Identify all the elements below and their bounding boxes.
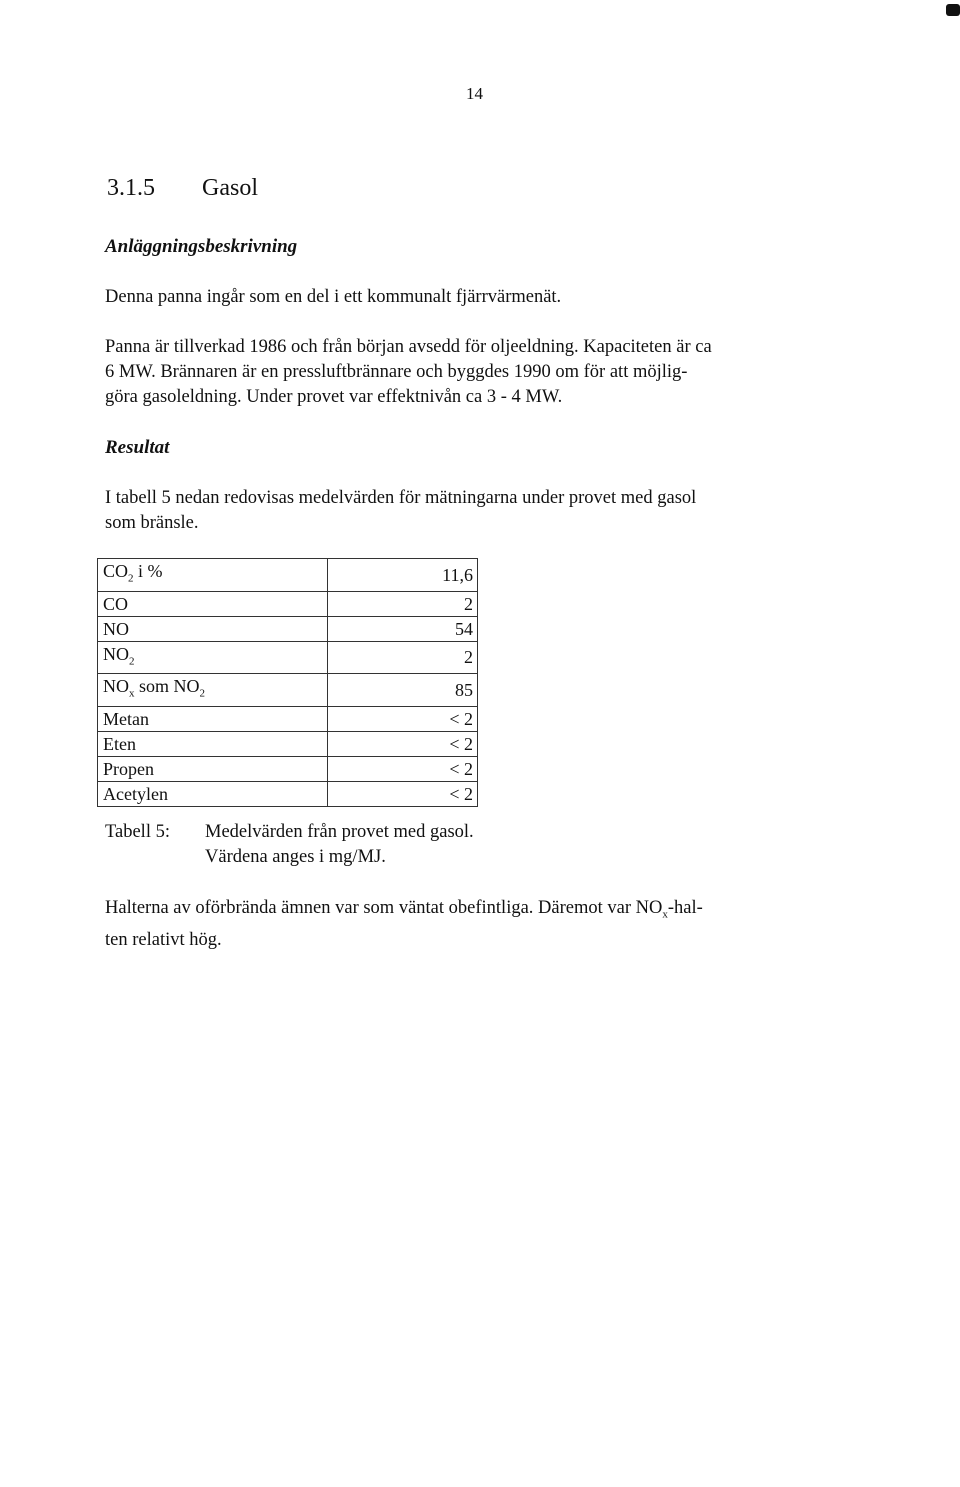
table-cell-value: 85 — [328, 674, 478, 707]
parameter-name: NO — [103, 676, 129, 697]
table-cell-parameter — [98, 756, 328, 781]
subscript: 2 — [199, 687, 206, 700]
parameter-name: NO — [103, 618, 129, 639]
paragraph-line: 6 MW. Brännaren är en pressluftbrännare och byggdes 1990 om för att möjlig- — [105, 362, 688, 382]
subscript: x — [662, 908, 668, 921]
table-cell-parameter — [98, 706, 328, 731]
subheading-results: Resultat — [105, 437, 170, 458]
table-caption — [105, 820, 474, 870]
paragraph-conclusion — [105, 896, 825, 953]
paragraph-text: Halterna av oförbrända ämnen var som väntat obefintliga. Däremot var NO — [105, 898, 663, 918]
parameter-name: CO — [103, 561, 129, 581]
table-row — [98, 756, 478, 781]
table-row — [98, 731, 478, 756]
table-row — [98, 641, 478, 674]
section-heading — [107, 175, 258, 202]
parameter-name: Eten — [103, 733, 136, 754]
table-cell-parameter — [98, 559, 328, 592]
subscript: x — [129, 687, 135, 700]
scan-artifact — [946, 4, 960, 16]
paragraph-line: Panna är tillverkad 1986 och från början avsedd för oljeeldning. Kapaciteten är ca — [105, 337, 712, 357]
table-cell-parameter — [98, 591, 328, 616]
parameter-name: CO — [103, 593, 129, 614]
subscript: 2 — [128, 572, 134, 585]
table-cell-parameter — [98, 674, 328, 707]
table-cell-value: < 2 — [328, 781, 478, 806]
table-cell-value: 2 — [328, 591, 478, 616]
paragraph-text: -hal- — [667, 898, 703, 918]
paragraph-line: göra gasoleldning. Under provet var effektnivån ca 3 - 4 MW. — [105, 387, 563, 407]
parameter-name-rest: som NO — [134, 676, 200, 697]
caption-line: Värdena anges i mg/MJ. — [205, 847, 386, 867]
paragraph-line: ten relativt hög. — [105, 929, 222, 950]
table-row — [98, 559, 478, 592]
table-cell-value: 54 — [328, 616, 478, 641]
table-cell-parameter — [98, 731, 328, 756]
table-row — [98, 616, 478, 641]
paragraph-facility — [105, 335, 825, 410]
table-row — [98, 781, 478, 806]
table-cell-value: 11,6 — [328, 559, 478, 592]
paragraph-line: som bränsle. — [105, 513, 199, 533]
table-cell-value: < 2 — [328, 731, 478, 756]
subscript: 2 — [129, 655, 135, 668]
paragraph-results — [105, 486, 825, 536]
table-row — [98, 706, 478, 731]
table-row — [98, 591, 478, 616]
parameter-name: Propen — [103, 758, 154, 779]
table-cell-value: < 2 — [328, 706, 478, 731]
section-number: 3.1.5 — [107, 175, 155, 201]
parameter-name: Acetylen — [103, 783, 168, 804]
measurement-table — [97, 558, 478, 807]
caption-line: Medelvärden från provet med gasol. — [205, 822, 474, 842]
page-number: 14 — [466, 84, 483, 103]
table-cell-parameter — [98, 616, 328, 641]
table-cell-value: 2 — [328, 641, 478, 674]
parameter-name-rest: i % — [133, 561, 163, 581]
paragraph-line: I tabell 5 nedan redovisas medelvärden för mätningarna under provet med gasol — [105, 488, 697, 508]
table-cell-parameter — [98, 641, 328, 674]
paragraph-intro: Denna panna ingår som en del i ett kommunalt fjärrvärmenät. — [105, 287, 562, 307]
table-cell-parameter — [98, 781, 328, 806]
parameter-name: NO — [103, 643, 129, 664]
caption-label: Tabell 5: — [105, 822, 170, 842]
table-cell-value: < 2 — [328, 756, 478, 781]
subheading-description: Anläggningsbeskrivning — [105, 236, 298, 257]
parameter-name: Metan — [103, 708, 149, 729]
table-row — [98, 674, 478, 707]
section-title: Gasol — [202, 175, 258, 201]
